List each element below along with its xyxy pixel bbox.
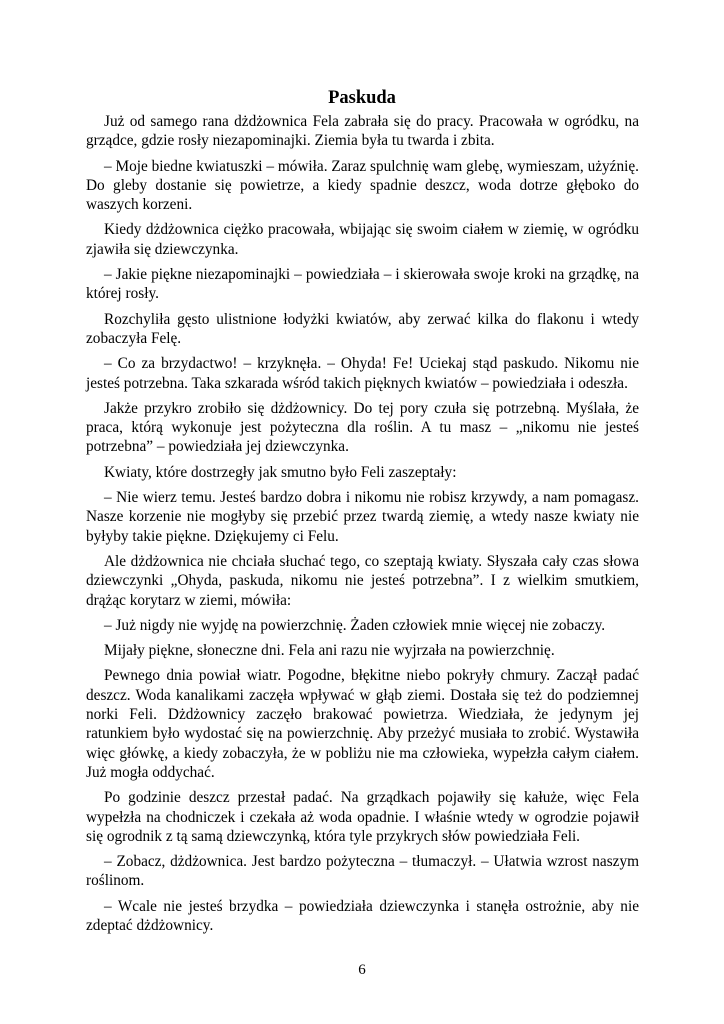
story-body <box>86 112 639 941</box>
paragraph: Pewnego dnia powiał wiatr. Pogodne, błękitne niebo pokryły chmury. Zaczął padać deszcz. Woda kanalikami zaczęła wpływać w głąb ziemi. Dostała się też do podziemnej norki Feli. Dżdżownicy zaczęło brakować powietrza. Wiedziała, że jedynym jej ratunkiem było wydostać się na powierzchnię. Aby przeżyć musiała to zrobić. Wystawiła więc główkę, a kiedy zobaczyła, że w pobliżu nie ma człowieka, wypełzła całym ciałem. Już mogła oddychać. <box>86 667 639 781</box>
story-title: Paskuda <box>328 88 396 108</box>
paragraph: – Już nigdy nie wyjdę na powierzchnię. Żaden człowiek mnie więcej nie zobaczy. <box>104 616 606 634</box>
paragraph: Kwiaty, które dostrzegły jak smutno było Feli zaszeptały: <box>104 463 457 481</box>
paragraph: Mijały piękne, słoneczne dni. Fela ani razu nie wyjrzała na powierzchnię. <box>104 642 555 660</box>
paragraph: Ale dżdżownica nie chciała słuchać tego, co szeptają kwiaty. Słyszała cały czas słowa dziewczynki „Ohyda, paskuda, nikomu nie jesteś potrzebna”. I z wielkim smutkiem, drążąc korytarz w ziemi, mówiła: <box>86 552 639 609</box>
paragraph: – Nie wierz temu. Jesteś bardzo dobra i nikomu nie robisz krzywdy, a nam pomagasz. Nasze korzenie nie mogłyby się przebić przez twardą ziemię, a wtedy nasze kwiaty nie byłyby takie piękne. Dziękujemy ci Felu. <box>86 489 639 545</box>
paragraph: – Jakie piękne niezapominajki – powiedziała – i skierowała swoje kroki na grządkę, na której rosły. <box>86 266 639 303</box>
paragraph: Po godzinie deszcz przestał padać. Na grządkach pojawiły się kałuże, więc Fela wypełzła na chodniczek i czekała aż woda opadnie. I właśnie wtedy w ogrodzie pojawił się ogrodnik z tą samą dziewczynką, która tyle przykrych słów powiedziała Feli. <box>86 789 639 845</box>
paragraph: Rozchyliła gęsto ulistnione łodyżki kwiatów, aby zerwać kilka do flakonu i wtedy zobaczyła Felę. <box>86 310 639 347</box>
paragraph: Kiedy dżdżownica ciężko pracowała, wbijając się swoim ciałem w ziemię, w ogródku zjawiła się dziewczynka. <box>86 221 639 258</box>
paragraph: – Wcale nie jesteś brzydka – powiedziała dziewczynka i stanęła ostrożnie, aby nie zdeptać dżdżownicy. <box>86 897 639 934</box>
page-number: 6 <box>358 962 366 978</box>
paragraph: Już od samego rana dżdżownica Fela zabrała się do pracy. Pracowała w ogródku, na grządce, gdzie rosły niezapominajki. Ziemia była tu twarda i zbita. <box>86 113 639 150</box>
paragraph: – Moje biedne kwiatuszki – mówiła. Zaraz spulchnię wam glebę, wymieszam, użyźnię. Do gleby dostanie się powietrze, a kiedy spadnie deszcz, woda dotrze głęboko do waszych korzeni. <box>86 157 639 214</box>
paragraph: Jakże przykro zrobiło się dżdżownicy. Do tej pory czuła się potrzebną. Myślała, że praca, którą wykonuje jest pożyteczna dla roślin. A tu masz – „nikomu nie jesteś potrzebna” – powiedziała jej dziewczynka. <box>86 399 639 456</box>
paragraph: – Co za brzydactwo! – krzyknęła. – Ohyda! Fe! Uciekaj stąd paskudo. Nikomu nie jesteś potrzebna. Taka szkarada wśród takich pięknych kwiatów – powiedziała i odeszła. <box>86 355 639 392</box>
paragraph: – Zobacz, dżdżownica. Jest bardzo pożyteczna – tłumaczył. – Ułatwia wzrost naszym roślinom. <box>86 853 639 890</box>
